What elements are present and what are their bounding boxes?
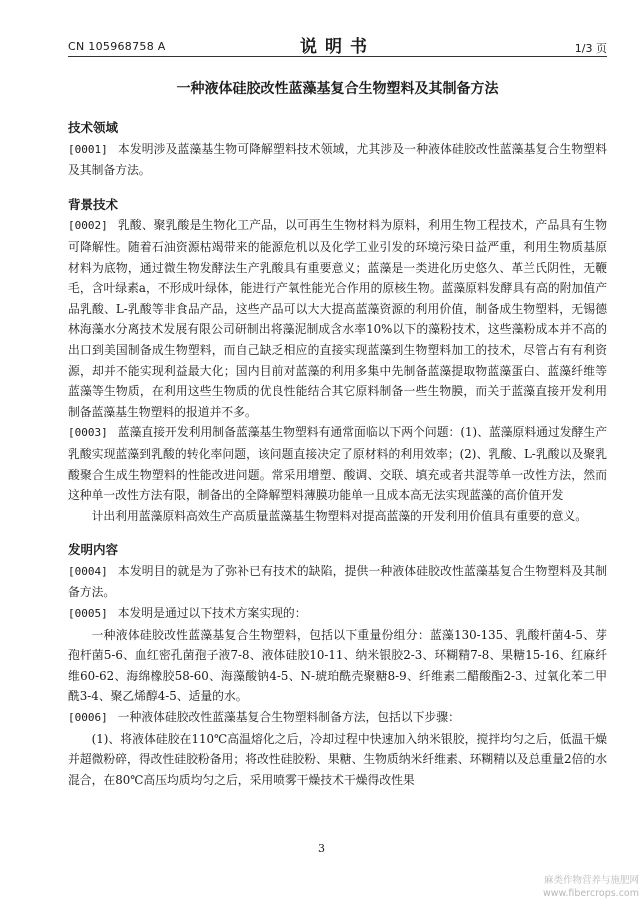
paragraph-0005-continuation: 一种液体硅胶改性蓝藻基复合生物塑料，包括以下重量份组分：蓝藻130-135、乳酸杆菌4-5、芽孢杆菌5-6、血红密孔菌孢子液7-8、液体硅胶10-11、纳米银胶2-3、环糊精7-8、果糖15-16、红麻纤维60-62、海绵橡胶58-60、海藻酸钠4-5、N-琥珀酰壳聚糖8-9、纤维素二醋酸酯2-3、过氧化苯二甲酰3-4、聚乙烯醇4-5、适量的水。 bbox=[68, 627, 607, 704]
section-heading-invention: 发明内容 bbox=[68, 542, 119, 558]
paragraph-0003 bbox=[68, 422, 607, 505]
paragraph-number: [0006] bbox=[68, 711, 108, 725]
paragraph-0002 bbox=[68, 215, 607, 422]
paragraph-0005 bbox=[68, 603, 607, 625]
patent-number: CN 105968758 A bbox=[68, 40, 166, 53]
paragraph-text: 蓝藻直接开发利用制备蓝藻基生物塑料有通常面临以下两个问题：(1)、蓝藻原料通过发酵生产乳酸实现蓝藻到乳酸的转化率问题，该问题直接决定了原材料的利用效率；(2)、乳酸、L-乳酸以及聚乳酸聚合生成生物塑料的性能改进问题。常采用增塑、酸调、交联、填充或者共混等单一改性方法，然而这种单一改性方法有限，制备出的全降解塑料薄膜功能单一且成本高无法实现蓝藻的高价值开发 bbox=[68, 425, 607, 503]
paragraph-text: 本发明是通过以下技术方案实现的： bbox=[117, 606, 307, 621]
document-type: 说明书 bbox=[300, 37, 375, 57]
document-title: 一种液体硅胶改性蓝藻基复合生物塑料及其制备方法 bbox=[176, 81, 499, 97]
section-heading-tech-field: 技术领域 bbox=[68, 120, 119, 135]
site-watermark bbox=[543, 874, 639, 900]
paragraph-number: [0004] bbox=[68, 564, 108, 578]
page-indicator: 1/3 页 bbox=[574, 42, 607, 55]
paragraph-number: [0001] bbox=[68, 142, 108, 156]
section-heading-background: 背景技术 bbox=[68, 196, 119, 212]
paragraph-0003-continuation: 计出利用蓝藻原料高效生产高质量蓝藻基生物塑料对提高蓝藻的开发利用价值具有重要的意义。 bbox=[91, 508, 588, 523]
paragraph-text: 本发明目的就是为了弥补已有技术的缺陷，提供一种液体硅胶改性蓝藻基复合生物塑料及其制备方法。 bbox=[68, 563, 607, 600]
paragraph-number: [0002] bbox=[68, 219, 108, 233]
paragraph-0006 bbox=[68, 707, 607, 729]
paragraph-number: [0003] bbox=[68, 426, 108, 440]
paragraph-text: 一种液体硅胶改性蓝藻基复合生物塑料制备方法，包括以下步骤： bbox=[117, 710, 460, 725]
paragraph-0001 bbox=[68, 139, 607, 181]
page-number: 3 bbox=[318, 842, 325, 855]
paragraph-text: 乳酸、聚乳酸是生物化工产品，以可再生生物材料为原料，利用生物工程技术，产品具有生物可降解性。随着石油资源枯竭带来的能源危机以及化学工业引发的环境污染日益严重，利用生物质基原材料为底物，通过微生物发酵法生产乳酸具有重要意义；蓝藻是一类进化历史悠久、革兰氏阴性，无鞭毛，含叶绿素a，不形成叶绿体，能进行产氧性能光合作用的原核生物。蓝藻原料发酵具有高的附加值产品乳酸、L-乳酸等非食品产品，这些产品可以大大提高蓝藻资源的利用价值，制备成生物塑料，无锡德林海藻水分离技术发展有限公司研制出将藻泥制成含水率10%以下的藻粉技术，这些藻粉成本并不高的出口到美国制备成生物塑料，而自己缺乏相应的直接实现蓝藻到生物塑料加工的技术，尽管占有有利资源，却并不能实现利益最大化；国内目前对蓝藻的利用多集中先制备蓝藻提取物蓝藻蛋白、蓝藻纤维等蓝藻等生物质，在利用这些生物质的优良性能结合其它原料制备一些生物膜，而关于蓝藻直接开发利用制备蓝藻基生物塑料的报道并不多。 bbox=[68, 218, 607, 419]
paragraph-0004 bbox=[68, 561, 607, 603]
document-body bbox=[68, 118, 607, 790]
watermark-site-url: www.fibercrops.com bbox=[542, 888, 639, 899]
page-header bbox=[68, 30, 607, 57]
paragraph-text: 本发明涉及蓝藻基生物可降解塑料技术领域，尤其涉及一种液体硅胶改性蓝藻基复合生物塑料及其制备方法。 bbox=[68, 141, 607, 178]
paragraph-0006-continuation: (1)、将液体硅胶在110℃高温熔化之后，冷却过程中快速加入纳米银胶，搅拌均匀之后，低温干燥并超微粉碎，得改性硅胶粉备用；将改性硅胶粉、果糖、生物质纳米纤维素、环糊精以及总重量2倍的水混合，在80℃高压均质均匀之后，采用喷雾干燥技术干燥得改性果 bbox=[68, 731, 607, 787]
watermark-site-name: 麻类作物营养与施肥网 bbox=[543, 875, 639, 886]
paragraph-number: [0005] bbox=[68, 607, 108, 621]
